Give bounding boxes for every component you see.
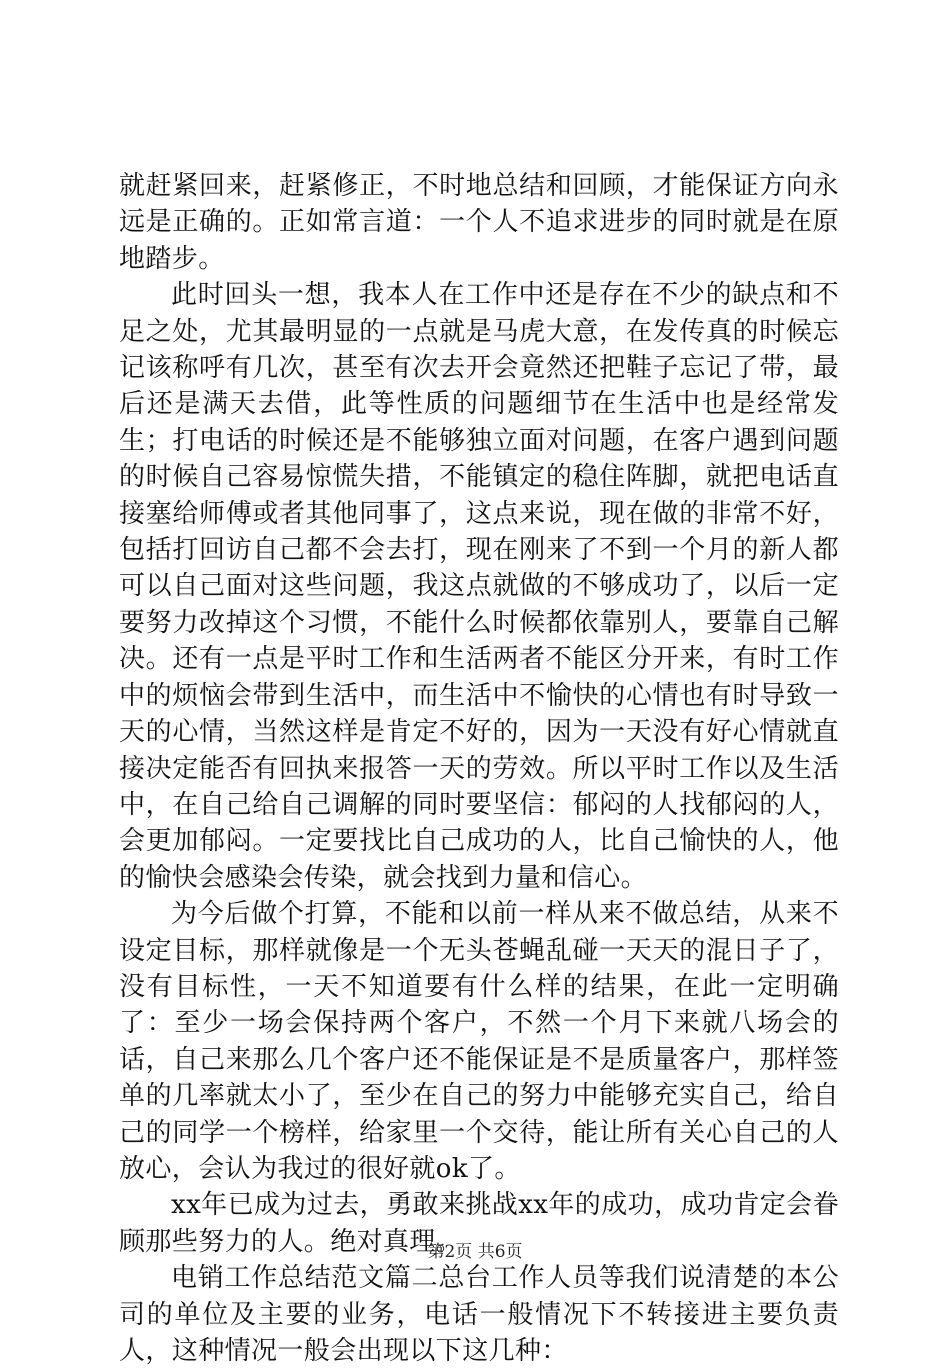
paragraph-4: xx年已成为过去，勇敢来挑战xx年的成功，成功肯定会眷顾那些努力的人。绝对真理。 <box>119 1190 839 1257</box>
paragraph-2: 此时回头一想，我本人在工作中还是存在不少的缺点和不足之处，尤其最明显的一点就是马虎大意，在发传真的时候忘记该称呼有几次，甚至有次去开会竟然还把鞋子忘记了带，最后还是满天去借，此等性质的问题细节在生活中也是经常发生；打电话的时候还是不能够独立面对问题，在客户遇到问题的时候自己容易惊慌失措，不能镇定的稳住阵脚，就把电话直接塞给师傅或者其他同事了，这点来说，现在做的非常不好，包括打回访自己都不会去打，现在刚来了不到一个月的新人都可以自己面对这些问题，我这点就做的不够成功了，以后一定要努力改掉这个习惯，不能什么时候都依靠别人，要靠自己解决。还有一点是平时工作和生活两者不能区分开来，有时工作中的烦恼会带到生活中，而生活中不愉快的心情也有时导致一天的心情，当然这样是肯定不好的，因为一天没有好心情就直接决定能否有回执来报答一天的劳效。所以平时工作以及生活中，在自己给自己调解的同时要坚信：郁闷的人找郁闷的人，会更加郁闷。一定要找比自己成功的人，比自己愉快的人，他的愉快会感染会传染，就会找到力量和信心。 <box>119 280 839 893</box>
paragraph-5: 电销工作总结范文篇二总台工作人员等我们说清楚的本公司的单位及主要的业务，电话一般情况下不转接进主要负责人，这种情况一般会出现以下这几种： <box>119 1263 839 1366</box>
document-body <box>119 168 839 1369</box>
paragraph-3: 为今后做个打算，不能和以前一样从来不做总结，从来不设定目标，那样就像是一个无头苍蝇乱碰一天天的混日子了，没有目标性，一天不知道要有什么样的结果，在此一定明确了：至少一场会保持两个客户，不然一个月下来就八场会的话，自己来那么几个客户还不能保证是不是质量客户，那样签单的几率就太小了，至少在自己的努力中能够充实自己，给自己的同学一个榜样，给家里一个交待，能让所有关心自己的人放心，会认为我过的很好就ok了。 <box>119 899 839 1184</box>
paragraph-1: 就赶紧回来，赶紧修正，不时地总结和回顾，才能保证方向永远是正确的。正如常言道：一个人不追求进步的同时就是在原地踏步。 <box>119 171 839 274</box>
page-footer: 第2页 共6页 <box>427 1242 523 1262</box>
